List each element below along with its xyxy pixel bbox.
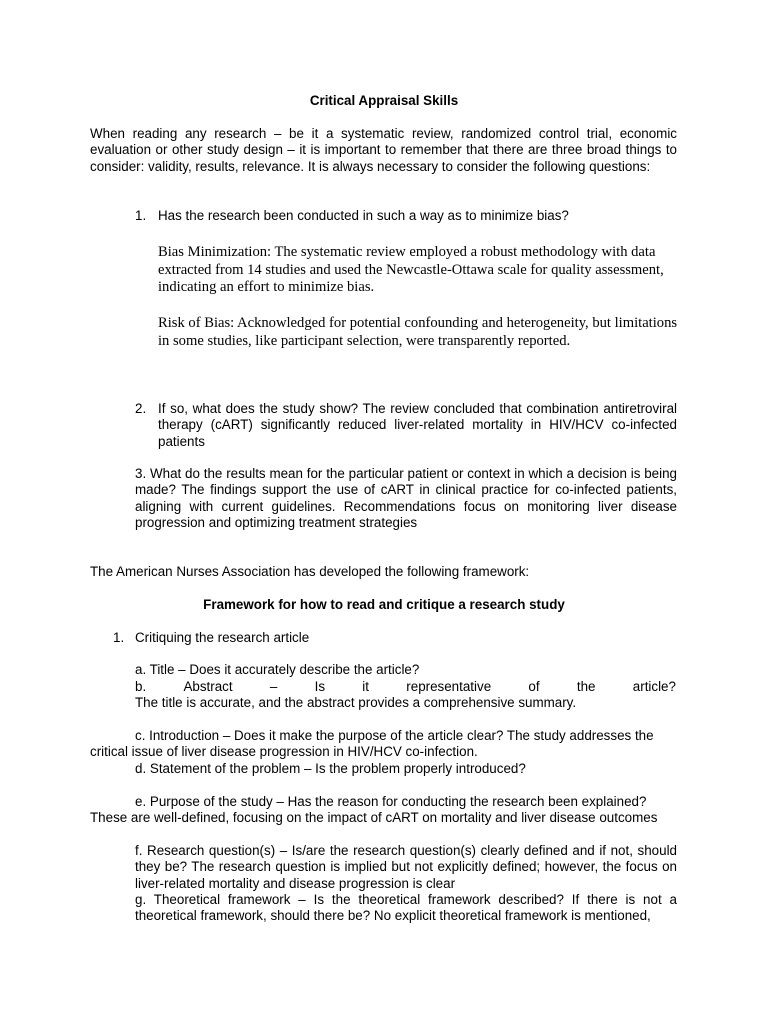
intro-paragraph: When reading any research – be it a systematic review, randomized control trial, economic evaluation or other study design – it is important to remember that there are three broad things to consider: validity, results, relevance. It is always necessary to consider the following questions: [90, 126, 677, 174]
item-1-text: Critiquing the research article [135, 630, 310, 645]
item-b-word: article? [632, 679, 676, 694]
item-a-title: a. Title – Does it accurately describe the article? [135, 662, 420, 677]
item-b-word: b. [135, 679, 147, 694]
risk-of-bias-answer: Risk of Bias: Acknowledged for potential confounding and heterogeneity, but limitations in some studies, like participant selection, were transparently reported. [158, 315, 678, 349]
question-2-text: If so, what does the study show? The review concluded that combination antiretroviral therapy (cART) significantly reduced liver-related mortality in HIV/HCV co-infected patients [158, 401, 677, 449]
item-b-word: the [576, 679, 596, 694]
document-title: Critical Appraisal Skills [309, 93, 459, 108]
item-c-continuation: critical issue of liver disease progression in HIV/HCV co-infection. [90, 744, 478, 759]
item-e-continuation: These are well-defined, focusing on the impact of cART on mortality and liver disease outcomes [90, 810, 658, 825]
item-b-answer: The title is accurate, and the abstract provides a comprehensive summary. [135, 695, 577, 710]
item-b-word: representative [406, 679, 492, 694]
item-1-number: 1. [113, 630, 125, 645]
question-1-number: 1. [135, 208, 147, 223]
item-e-purpose: e. Purpose of the study – Has the reason for conducting the research been explained? [135, 794, 647, 809]
item-b-word: Abstract [183, 679, 233, 694]
item-d-problem-statement: d. Statement of the problem – Is the problem properly introduced? [135, 761, 526, 776]
item-b-word: Is [314, 679, 326, 694]
question-1-text: Has the research been conducted in such a way as to minimize bias? [158, 208, 569, 223]
question-3-paragraph: 3. What do the results mean for the particular patient or context in which a decision is being made? The findings support the use of cART in clinical practice for co-infected patients, aligning with current guidelines. Recommendations focus on monitoring liver disease progression and optimizing treatment strategies [135, 466, 677, 530]
framework-title: Framework for how to read and critique a research study [203, 597, 565, 612]
item-b-word: it [362, 679, 369, 694]
ana-framework-sentence: The American Nurses Association has developed the following framework: [90, 564, 530, 579]
bias-minimization-answer: Bias Minimization: The systematic review employed a robust methodology with data extracted from 14 studies and used the Newcastle-Ottawa scale for quality assessment, indicating an effort to minimize bias. [158, 244, 664, 296]
item-b-abstract [135, 679, 676, 695]
item-b-word: – [269, 679, 278, 694]
question-2-number: 2. [135, 401, 147, 416]
item-f-research-questions: f. Research question(s) – Is/are the research question(s) clearly defined and if not, should they be? The research question is implied but not explicitly defined; however, the focus on liver-related mortality and disease progression is clear [135, 843, 677, 891]
item-b-word: of [528, 679, 540, 694]
item-g-theoretical-framework: g. Theoretical framework – Is the theoretical framework described? If there is not a theoretical framework, should there be? No explicit theoretical framework is mentioned, [135, 892, 677, 924]
item-c-introduction: c. Introduction – Does it make the purpose of the article clear? The study addresses the [135, 728, 654, 743]
